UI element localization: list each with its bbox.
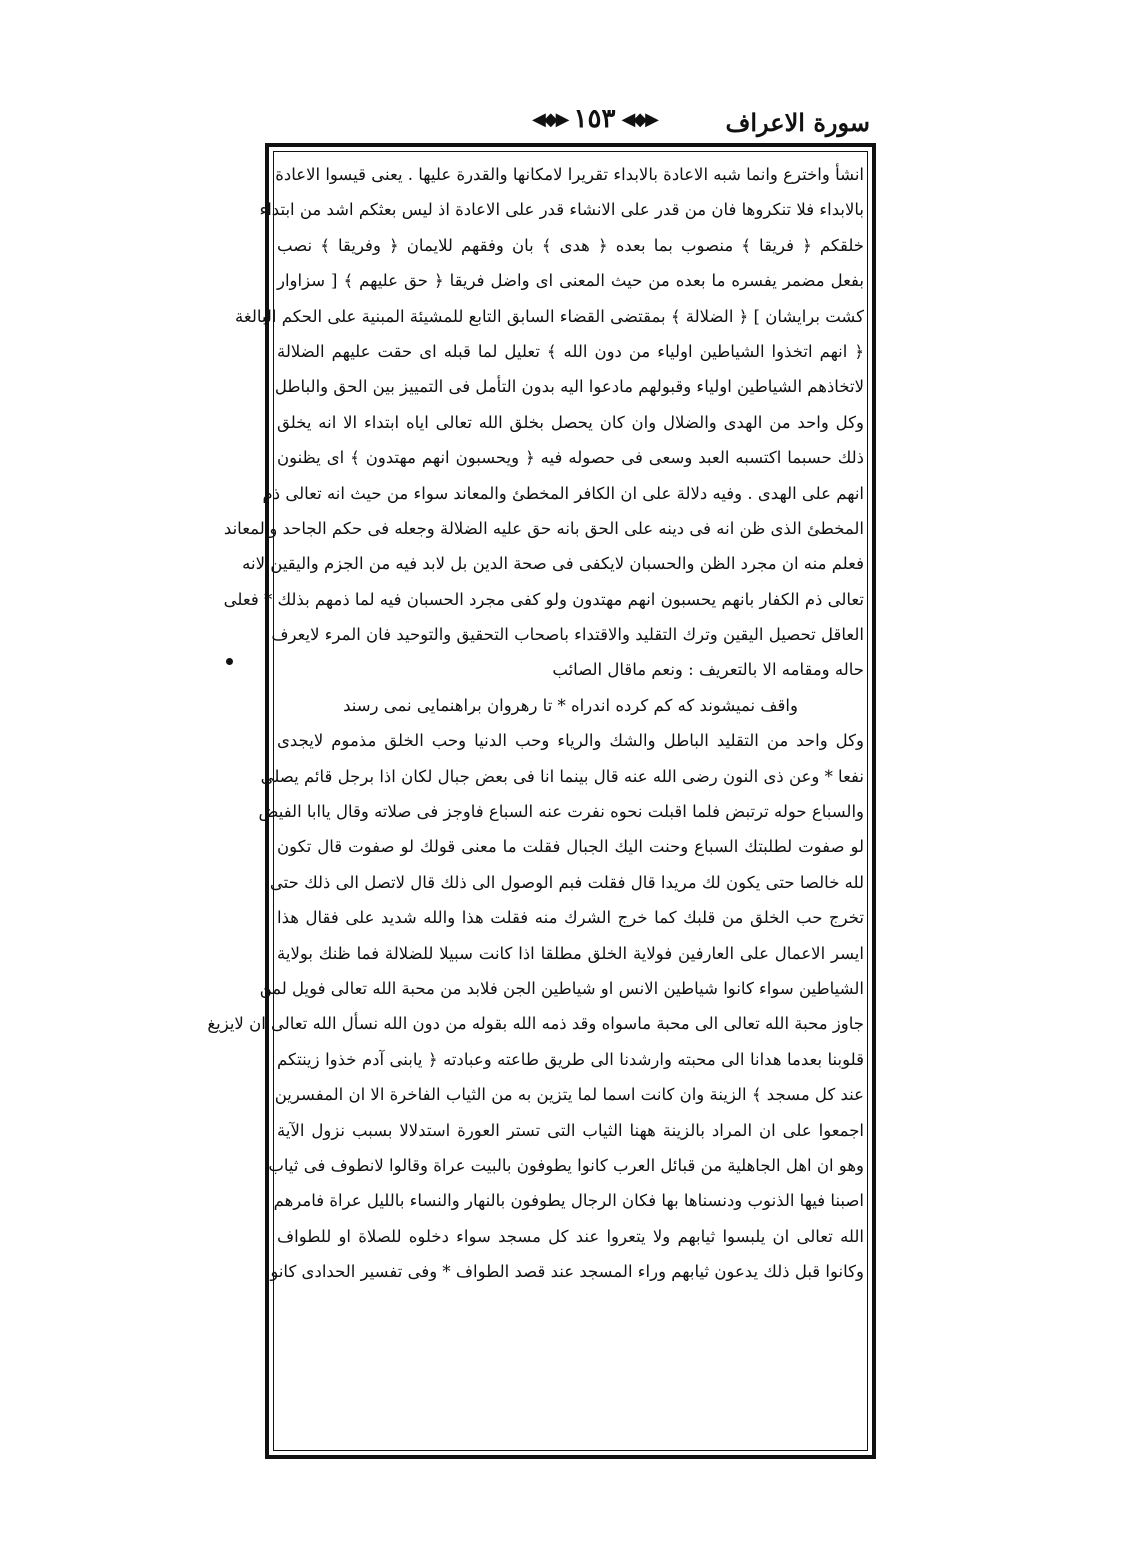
page-number: ١٥٣ (573, 104, 616, 134)
text-line: عند كل مسجد ﴾ الزينة وان كانت اسما لما يتزين به من الثياب الفاخرة الا ان المفسرين (274, 1085, 864, 1105)
text-line: قلوبنا بعدما هدانا الى محبته وارشدنا الى طريق طاعته وعبادته ﴿ يابنى آدم خذوا زينتكم (277, 1049, 864, 1069)
text-line: اجمعوا على ان المراد بالزينة ههنا الثياب التى تستر العورة استدلالا بسبب نزول الآية (277, 1120, 864, 1140)
text-line: والسباع حوله ترتبض فلما اقبلت نحوه نفرت عنه السباع فاوجز فى صلاته وقال ياابا الفيض (258, 802, 864, 822)
ornament-left-icon: ◀◆▶ (532, 108, 568, 130)
text-line: ذلك حسبما اكتسبه العبد وسعى فى حصوله فيه ﴿ ويحسبون انهم مهتدون ﴾ اى يظنون (277, 448, 864, 468)
ornament-right-icon: ◀◆▶ (621, 108, 657, 130)
page-header (262, 104, 870, 140)
text-line: لو صفوت لطلبتك السباع وحنت اليك الجبال فقلت ما معنى قولك لو صفوت قال تكون (277, 837, 864, 857)
text-line: العاقل تحصيل اليقين وترك التقليد والاقتداء باصحاب التحقيق والتوحيد فان المرء لايعرف (271, 625, 864, 645)
text-line: جاوز محبة الله تعالى الى محبة ماسواه وقد ذمه الله بقوله من دون الله نسأل الله تعالى ان لايزيغ (207, 1014, 864, 1034)
text-line: بفعل مضمر يفسره ما بعده من حيث المعنى اى واضل فريقا ﴿ حق عليهم ﴾ [ سزاوار (277, 271, 864, 291)
text-line: لاتخاذهم الشياطين اولياء وقبولهم مادعوا اليه بدون التأمل فى التمييز بين الحق والباطل (274, 377, 864, 397)
text-line: حاله ومقامه الا بالتعريف : ونعم ماقال الصائب (552, 660, 864, 680)
text-line: وكل واحد من التقليد الباطل والشك والرياء وحب الدنيا وحب الخلق مذموم لايجدى (277, 731, 864, 751)
text-line: ﴿ انهم اتخذوا الشياطين اولياء من دون الله ﴾ تعليل لما قبله اى حقت عليهم الضلالة (277, 341, 864, 361)
text-line: لله خالصا حتى يكون لك مريدا قال فقلت فبم الوصول الى ذلك قال لاتصل الى ذلك حتى (269, 872, 864, 892)
text-line: وكانوا قبل ذلك يدعون ثيابهم وراء المسجد عند قصد الطواف * وفى تفسير الحدادى كانوا (265, 1262, 864, 1282)
text-line: وكل واحد من الهدى والضلال وان كان يحصل بخلق الله تعالى اياه ابتداء الا انه يخلق (277, 412, 864, 432)
text-line: الله تعالى ان يلبسوا ثيابهم ولا يتعروا عند كل مسجد سواء دخلوه للصلاة او للطواف (277, 1226, 864, 1246)
surah-title: سورة الاعراف (725, 108, 870, 137)
text-frame (207, 143, 876, 1459)
persian-verse-line: واقف نميشوند كه كم كرده اندراه * تا رهروان براهنمايى نمى رسند (343, 695, 798, 715)
text-line: خلقكم ﴿ فريقا ﴾ منصوب بما بعده ﴿ هدى ﴾ بان وفقهم للايمان ﴿ وفريقا ﴾ نصب (277, 235, 864, 255)
page-number-block (532, 104, 657, 134)
text-line: الشياطين سواء كانوا شياطين الانس او شياطين الجن فلابد من محبة الله تعالى فويل لمن (259, 978, 864, 998)
text-line: انهم على الهدى . وفيه دلالة على ان الكافر المخطئ والمعاند سواء من حيث انه تعالى ذم (262, 483, 864, 503)
text-line: تخرج حب الخلق من قلبك كما خرج الشرك منه فقلت هذا والله شديد على فقال هذا (277, 908, 864, 928)
margin-dot (226, 658, 233, 665)
text-line: كشت برايشان ] ﴿ الضلالة ﴾ بمقتضى القضاء السابق التابع للمشيئة المبنية على الحكم البالغة (235, 306, 864, 326)
text-line: اصبنا فيها الذنوب ودنسناها بها فكان الرجال يطوفون بالنهار والنساء بالليل عراة فامرهم (273, 1191, 864, 1211)
text-line: انشأ واخترع وانما شبه الاعادة بالابداء تقريرا لامكانها والقدرة عليها . يعنى قيسوا الاعادة (275, 165, 864, 184)
body-text (207, 157, 864, 1290)
text-line: ايسر الاعمال على العارفين فولاية الخلق مطلقا اذا كانت سبيلا للضلالة فما ظنك بولاية (277, 943, 864, 963)
text-line: تعالى ذم الكفار بانهم يحسبون انهم مهتدون ولو كفى مجرد الحسبان فيه لما ذمهم بذلك * فعلى (223, 589, 864, 609)
text-line: المخطئ الذى ظن انه فى دينه على الحق بانه حق عليه الضلالة وجعله فى حكم الجاحد والمعاند (223, 518, 864, 538)
text-line: بالابداء فلا تنكروها فان من قدر على الانشاء قدر على الاعادة اذ ليس بعثكم اشد من ابتداء (259, 200, 864, 220)
text-line: فعلم منه ان مجرد الظن والحسبان لايكفى فى صحة الدين بل لابد فيه من الجزم واليقين لانه (242, 554, 864, 574)
text-line: نفعا * وعن ذى النون رضى الله عنه قال بينما انا فى بعض جبال لكان اذا برجل قائم يصلى (260, 766, 864, 786)
text-line: وهو ان اهل الجاهلية من قبائل العرب كانوا يطوفون بالبيت عراة وقالوا لانطوف فى ثياب (268, 1155, 864, 1175)
